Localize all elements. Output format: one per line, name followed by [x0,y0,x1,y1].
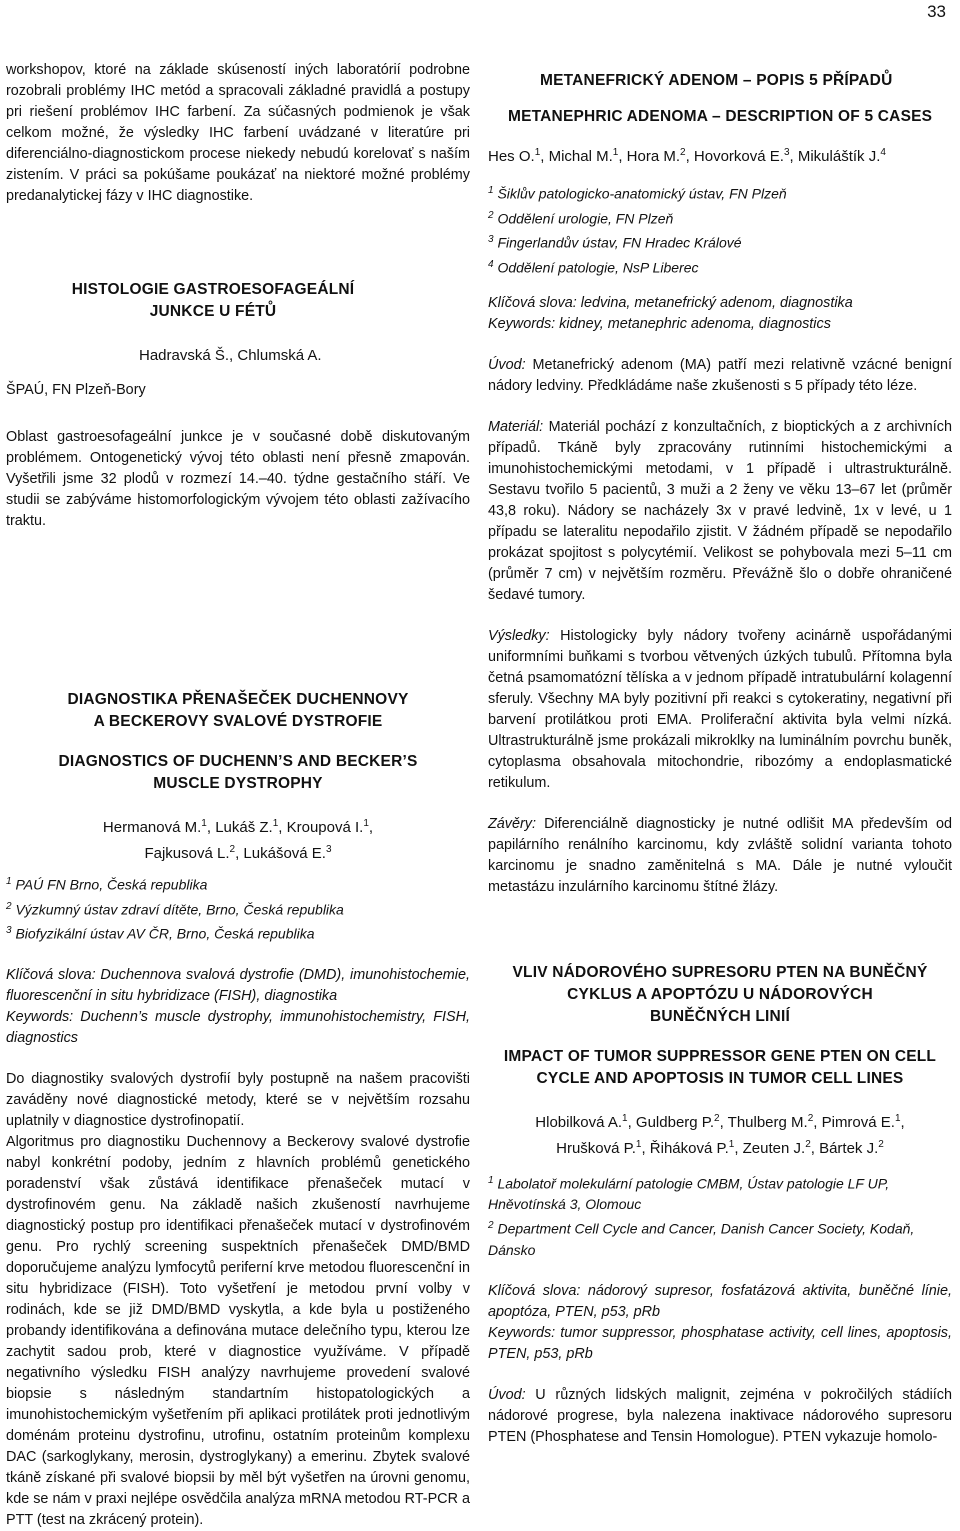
duchenne-title-en-line1: DIAGNOSTICS OF DUCHENN’S AND BECKER’S [58,753,418,770]
author-name: , Hora M. [618,148,681,165]
author-name: Hes O. [488,148,535,165]
author-sup: 1 [272,818,279,829]
author-sup: 2 [714,1112,720,1124]
author-name: , Michal M. [540,148,613,165]
metanephric-authors [488,142,952,168]
section-text: Metanefrický adenom (MA) patří mezi relativně vzácné benigní nádory ledviny. Předkládáme naše zkušenosti s 5 případy této léze. [488,356,952,394]
pten-abstract [488,962,952,1448]
histology-title [68,279,358,323]
pten-keywords-cz: Klíčová slova: nádorový supresor, fosfatázová aktivita, buněčné línie, apoptóza, PTEN, p53, pRb [488,1282,952,1320]
pten-affiliations [488,1170,952,1261]
pten-title-cz [488,962,952,1028]
affiliation-text: Labolatoř molekulární patologie CMBM, Ústav patologie LF UP, Hněvotínská 3, Olomouc [488,1175,890,1213]
affiliation-num: 4 [488,258,494,270]
affiliation-num: 2 [488,1220,494,1232]
duchenne-title-en-line2: MUSCLE DYSTROPHY [153,775,323,792]
author-name: Hermanová M. [102,819,202,836]
author-sup: 2 [229,844,236,855]
intro-paragraph: workshopov, ktoré na základe skúseností iných laboratórií podrobne rozobrali problémy IHC metód a spracovali základné pravidlá a postupy pri riešení problémov IHC farbení. Za súčasných podmienok je však celkom možné, že výsledky IHC farbení uvádzané v literatúre pri diferenciálno-diagnostickom procese niekedy nebudú korelovať s naším zistením. V práci sa pokúšame poukázať na niektoré možné problémy predanalytickej fázy v IHC diagnostike. [6,62,470,204]
duchenne-title-en [6,751,470,795]
duchenne-authors [6,813,470,865]
author-name: , Zeuten J. [734,1139,806,1157]
pten-title-cz-line3: BUNĚČNÝCH LINIÍ [650,1007,790,1025]
pten-authors-line2 [488,1134,952,1160]
author-sep: , [368,819,374,836]
pten-title-en [488,1046,952,1090]
author-sup: 2 [807,1112,814,1124]
author-name: , Bártek J. [810,1139,879,1157]
affiliation-num: 1 [488,185,494,196]
author-sup: 2 [680,147,686,158]
histology-title-line1: HISTOLOGIE GASTROESOFAGEÁLNÍ [71,281,355,298]
affiliation-num: 1 [6,876,12,887]
affiliation-text: Biofyzikální ústav AV ČR, Brno, Česká republika [15,925,315,942]
duchenne-para1: Do diagnostiky svalových dystrofií byly postupně na našem pracovišti zaváděny nové diagnostické metody, které se v největším rozsahu uplatnily v diagnostice dystrofinopatií. [6,1070,470,1129]
right-column [488,70,952,1448]
duchenne-title-cz-line1: DIAGNOSTIKA PŘENAŠEČEK DUCHENNOVY [67,691,409,708]
affiliation-text: Department Cell Cycle and Cancer, Danish Cancer Society, Kodaň, Dánsko [488,1220,915,1258]
affiliation-item [488,1170,952,1216]
author-sup: 1 [534,147,541,158]
author-name: Hrušková P. [556,1139,636,1157]
author-sup: 1 [635,1138,642,1150]
affiliation-num: 3 [6,925,12,937]
author-sup: 3 [783,147,790,158]
pten-authors [488,1108,952,1160]
affiliation-text: Šiklův patologicko-anatomický ústav, FN Plzeň [497,185,787,202]
author-sup: 2 [878,1138,884,1150]
affiliation-num: 1 [488,1174,494,1186]
duchenne-title-cz [6,689,470,733]
affiliation-text: Oddělení patologie, NsP Liberec [497,259,699,276]
affiliation-text: PAÚ FN Brno, Česká republika [15,876,208,893]
metanephric-keywords-cz: Klíčová slova: ledvina, metanefrický adenom, diagnostika [488,294,853,311]
duchenne-keywords-cz: Klíčová slova: Duchennova svalová dystrofie (DMD), imunohistochemie, fluorescenční in situ hybridizace (FISH), diagnostika [6,966,470,1004]
affiliation-item [6,871,470,896]
author-name: , Lukášová E. [235,845,326,862]
author-sep: , [900,1113,905,1131]
metanephric-intro [488,355,952,397]
metanephric-keywords-en: Keywords: kidney, metanephric adenoma, diagnostics [488,315,831,332]
section-label: Úvod: [488,356,526,373]
histology-body: Oblast gastroesofageální junkce je v současné době diskutovaným problémem. Ontogenetický vývoj této oblasti není přesně zmapován. Vyšetřili jsme 32 plodů v rozmezí 14.–40. týdne gestačního stáří. Ve studii se zabýváme histomorfologickým vývojem této oblasti zažívacího traktu. [6,429,470,529]
author-name: , Kroupová I. [278,819,364,836]
affiliation-text: Fingerlandův ústav, FN Hradec Králové [497,234,742,251]
author-sup: 2 [805,1138,811,1150]
author-name: , Guldberg P. [627,1113,715,1131]
histology-institution: ŠPAÚ, FN Plzeň-Bory [6,382,146,398]
author-name: , Thulberg M. [719,1113,808,1131]
author-sup: 1 [728,1138,735,1150]
author-name: , Pimrová E. [813,1113,895,1131]
author-name: Fajkusová L. [144,845,230,862]
affiliation-item [488,205,952,230]
affiliation-item [488,254,952,279]
duchenne-keywords-en: Keywords: Duchenn’s muscle dystrophy, immunohistochemistry, FISH, diagnostics [6,1008,470,1046]
pten-keywords-en: Keywords: tumor suppressor, phosphatase activity, cell lines, apoptosis, PTEN, p53, pRb [488,1324,952,1362]
affiliation-item [6,896,470,921]
affiliation-item [488,180,952,205]
duchenne-affiliations [6,871,470,945]
section-text: U různých lidských malignit, zejména v pokročilých stádiích nádorové progrese, byla nalezena inaktivace nádorového supresoru PTEN (Phosphatese and Tensin Homologue). PTEN vykazuje homolo- [488,1386,952,1445]
pten-title-en-line2: CYCLE AND APOPTOSIS IN TUMOR CELL LINES [536,1069,904,1087]
author-name: , Řiháková P. [641,1139,729,1157]
metanephric-results [488,626,952,794]
page-number: 33 [927,2,946,21]
affiliation-item [488,229,952,254]
section-text: Materiál pochází z konzultačních, z bioptických a z archivních případů. Tkáně byly zpracovány rutinními histochemickými a imunohistochemickými metodami, v 1 případě i ultrastrukturálně. Sestavu tvořilo 5 pacientů, 3 muži a 2 ženy ve věku 13–67 let (průměr 43,8 roku). Nádory se nacházely 3x v pravé ledvině, 1x v levé, u 1 případu se lateralitu nepodařilo zjistit. V žádném případě se nepodařilo prokázat spojitost s polycytémií. Velikost se pohybovala mezi 5–11 cm (průměr 7 cm) v největším rozměru. Převážně šlo o dobře ohraničené šedavé tumory. [488,418,952,603]
duchenne-title-cz-line2: A BECKEROVY SVALOVÉ DYSTROFIE [93,713,383,730]
author-sup: 1 [363,818,369,829]
pten-intro [488,1385,952,1448]
author-sup: 3 [325,844,332,855]
affiliation-text: Oddělení urologie, FN Plzeň [497,210,674,227]
pten-title-en-line1: IMPACT OF TUMOR SUPPRESSOR GENE PTEN ON CELL [503,1047,937,1065]
histology-authors: Hadravská Š., Chlumská A. [139,347,322,364]
pten-title-cz-line2: CYKLUS A APOPTÓZU U NÁDOROVÝCH [567,985,873,1003]
author-name: , Lukáš Z. [206,819,273,836]
affiliation-num: 3 [488,234,494,246]
affiliation-item [488,1215,952,1261]
duchenne-authors-line2 [6,839,470,865]
histology-abstract [6,279,470,589]
duchenne-authors-line1 [6,813,470,839]
duchenne-abstract [6,689,470,1531]
metanephric-material [488,417,952,606]
pten-title-cz-line1: VLIV NÁDOROVÉHO SUPRESORU PTEN NA BUNĚČNÝ [512,963,928,981]
section-text: Histologicky byly nádory tvořeny acinárně uspořádanými uniformními buňkami s tvorbou větvených úzkých tubulů. Přítomna byla četná psamomatózní tělíska a v jednom případě intratubulární kolagenní sferuly. Všechny MA byly pozitivní při reakci s cytokeratiny, negativní při barvení protilátkou proti EMA. Proliferační aktivita byla velmi nízká. Ultrastrukturálně jsme prokázali mikroklky na luminálním povrchu buněk, cytoplasma obsahovala mitochondrie, ribozómy a endoplasmatické retikulum. [488,627,952,791]
author-sup: 1 [622,1112,628,1124]
metanephric-affiliations [488,180,952,279]
affiliation-num: 2 [6,900,12,912]
author-name: , Hovorková E. [685,148,784,165]
affiliation-text: Výzkumný ústav zdraví dítěte, Brno, Česká republika [15,901,344,918]
left-column [6,60,470,1531]
metanephric-title-en: METANEPHRIC ADENOMA – DESCRIPTION OF 5 CASES [508,108,933,125]
author-name: Hlobilková A. [535,1113,623,1131]
metanephric-conclusion [488,814,952,898]
section-label: Materiál: [488,418,544,435]
author-sup: 4 [880,147,886,158]
affiliation-item [6,920,470,945]
section-label: Výsledky: [488,627,550,644]
author-name: , Mikuláštík J. [789,148,881,165]
section-label: Závěry: [488,815,536,832]
author-sup: 1 [612,147,619,158]
section-label: Úvod: [488,1386,526,1403]
histology-title-line2: JUNKCE U FÉTŮ [149,303,277,320]
author-sup: 1 [201,818,207,829]
affiliation-num: 2 [488,209,494,221]
metanephric-title-cz: METANEFRICKÝ ADENOM – POPIS 5 PŘÍPADŮ [540,72,893,89]
section-text: Diferenciálně diagnosticky je nutné odlišit MA především od papilárního renálního karcinomu, kdy zvláště solidní varianta tohoto karcinomu je snadno zaměnitelná s MA. Dále je nutné vyloučit metastázu inzulárního karcinomu štítné žlázy. [488,815,952,895]
pten-authors-line1 [488,1108,952,1134]
author-sup: 1 [894,1112,901,1124]
duchenne-para2: Algoritmus pro diagnostiku Duchennovy a Beckerovy svalové dystrofie nabyl konkrétní podoby, jedním z hlavních problémů genetického poradenství však zůstává identifikace přenašeček mutací v dystrofinovém genu. Na základě našich zkušeností navrhujeme diagnostický postup pro identifikaci přenašeček mutací v dystrofinovém genu. Pro rychlý screening suspektních přenašeček DMD/BMD doporučujeme analýzu lymfocytů periferní krve metodou fluorescenční in situ hybridizace (FISH). Toto vyšetření je metodou první volby v rodinách, kde se již DMD/BMD vyskytla, a kde byla u postiženého probandy identifikována a definována mutace delečního typu, kterou lze zachytit sadou prob, které v diagnostice využíváme. V případě negativního výsledku FISH analýzy navrhujeme provedení svalové biopsie s následným standartním histopatologických a imunohistochemickým vyšetřením při aplikaci protilátek proti jednotlivým doménám proteinu dystrofinu, utrofinu, ostatním proteinům komplexu DAC (sarkoglykany, merosin, dystroglykany) a emerinu. Zbytek svalové tkáně získané při svalové biopsii by měl být vyšetřen na úrovni genomu, kde se nám v praxi nejlépe osvědčila analýza mRNA metodou RT-PCR a PTT (test na zkrácený protein). [6,1133,470,1528]
